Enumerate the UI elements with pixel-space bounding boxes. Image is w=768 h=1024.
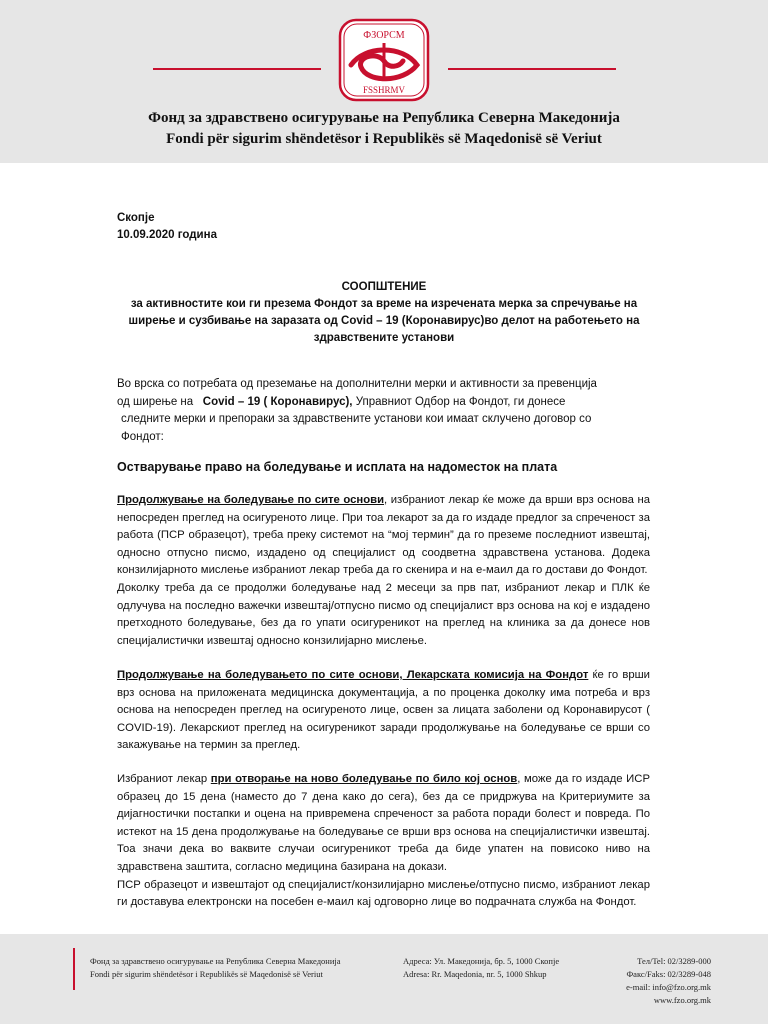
city: Скопје xyxy=(117,212,155,224)
paragraph-new-sick-leave xyxy=(117,771,650,912)
header-rule-left xyxy=(153,68,321,70)
paragraph-medical-commission xyxy=(117,667,650,755)
intro-line xyxy=(117,394,657,412)
footer-org-al: Fondi për sigurim shëndetësor i Republikës së Maqedonisë së Veriut xyxy=(90,969,323,979)
paragraph-text: ќе го врши врз основа на приложената медицинска документација, а по проценка доколку има потреба и врз основа на непосреден преглед на осигуреното лице, освен за лицата заболени од Коронавирусот ( COVID-19). Лекарскиот преглед на осигуреникот заради продолжување на боледување се врши со закажување на термин за преглед. xyxy=(117,669,650,752)
svg-text:FSSHRMV: FSSHRMV xyxy=(362,85,406,95)
paragraph-lead: Продолжување на боледувањето по сите основи, Лекарската комисија на Фондот xyxy=(117,669,589,681)
footer-email[interactable]: e-mail: info@fzo.org.mk xyxy=(626,982,711,992)
org-name-macedonian: Фонд за здравствено осигурување на Република Северна Македонија xyxy=(148,110,620,126)
footer-fax: Факс/Faks: 02/3289-048 xyxy=(626,969,711,979)
paragraph-text: Доколку треба да се продолжи боледување над 2 месеци за прв пат, избраниот лекар и ПЛК ќе одлучува на последно важечки извештај/отпусно писмо од специјалист врз основа на кој е издадено претходното боледување, без да го упати осигуреникот на преглед на клиника за да донесе нов специјалистички извештај односно конзилијарно мислење. xyxy=(117,581,650,647)
paragraph-lead: при отворање на ново боледување по било кој основ xyxy=(210,773,518,785)
paragraph-text: , може да го издаде ИСР образец до 15 дена (наместо до 7 дена како до сега), без да се придржува на Критериумите за дијагностички постапки и оцена на привремена спреченост за работа поради болест и повреда. По истекот на 15 дена продолжување на боледување се врши врз основа на специјалистички извештај. Тоа значи дека во ваквите случаи осигуреникот треба да биде упатен на повисоко ниво на здравствена заштита, согласно медицина базирана на докази. xyxy=(117,773,650,873)
intro-line: Во врска со потребата од преземање на дополнителни мерки и активности за превенција xyxy=(117,378,597,390)
paragraph-text: ПСР образецот и извештајот од специјалист/конзилијарно мислење/отпусно писмо, избраниот лекар ги доставува електронски на посебен е-маил кај одговорно лице во подрачната служба на Фондот. xyxy=(117,878,650,909)
intro-line: Фондот: xyxy=(121,430,164,443)
footer-website[interactable]: www.fzo.org.mk xyxy=(653,995,711,1005)
covid-label: Covid – 19 ( Коронавирус), xyxy=(202,395,353,408)
footer-address-mk: Адреса: Ул. Македонија, бр. 5, 1000 Скопје xyxy=(403,956,560,966)
paragraph-text: Избраниот лекар xyxy=(117,773,211,785)
subtitle-line: здравствените установи xyxy=(313,332,455,344)
footer-address xyxy=(403,955,559,981)
place-date xyxy=(117,210,217,244)
svg-text:ФЗОРСМ: ФЗОРСМ xyxy=(363,30,405,41)
subtitle-line: ширење и сузбивање на заразата од Covid – 19 (Коронавирус)во делот на работењето на xyxy=(128,315,640,327)
footer-phone: Тел/Tel: 02/3289-000 xyxy=(637,956,711,966)
date: 10.09.2020 година xyxy=(117,229,217,241)
header-rule-right xyxy=(448,68,616,70)
paragraph-lead: Продолжување на боледување по сите основи xyxy=(117,494,385,506)
footer-accent-bar xyxy=(73,948,75,990)
intro-text: Управниот Одбор на Фондот, ги донесе xyxy=(352,395,566,408)
paragraph-sick-leave-extension xyxy=(117,492,650,650)
footer-org xyxy=(90,955,341,981)
intro-paragraph xyxy=(117,376,657,446)
footer-org-mk: Фонд за здравствено осигурување на Република Северна Македонија xyxy=(90,956,341,966)
document-title: СООПШТЕНИЕ xyxy=(341,281,427,293)
section-heading: Остварување право на боледување и исплата на надоместок на плата xyxy=(117,460,558,474)
intro-line: следните мерки и препораки за здравствените установи кои имаат склучено договор со xyxy=(121,413,592,425)
document-subtitle xyxy=(100,296,668,347)
footer-address-al: Adresa: Rr. Maqedonia, nr. 5, 1000 Shkup xyxy=(403,969,547,979)
fzo-logo xyxy=(337,17,431,103)
org-name-albanian: Fondi për sigurim shëndetësor i Republikës së Maqedonisë së Veriut xyxy=(166,131,602,147)
paragraph-text: , избраниот лекар ќе може да врши врз основа на непосреден преглед на осигуреното лице. При тоа лекарот за да го издаде предлог за спреченост за работа (ПСР образецот), треба преку системот на “мој термин” да го преземе последниот извештај, односно отпусно писмо, издадено од специјалист од соодветна здравствена установа. Додека конзилијарното мислење избраниот лекар треба да го скенира и на е-маил да го достави до Фондот. xyxy=(117,494,650,577)
subtitle-line: за активностите кои ги презема Фондот за време на изречената мерка за спречување на xyxy=(130,298,638,310)
footer-contact xyxy=(626,955,711,1007)
intro-text: од ширење на xyxy=(117,395,194,408)
